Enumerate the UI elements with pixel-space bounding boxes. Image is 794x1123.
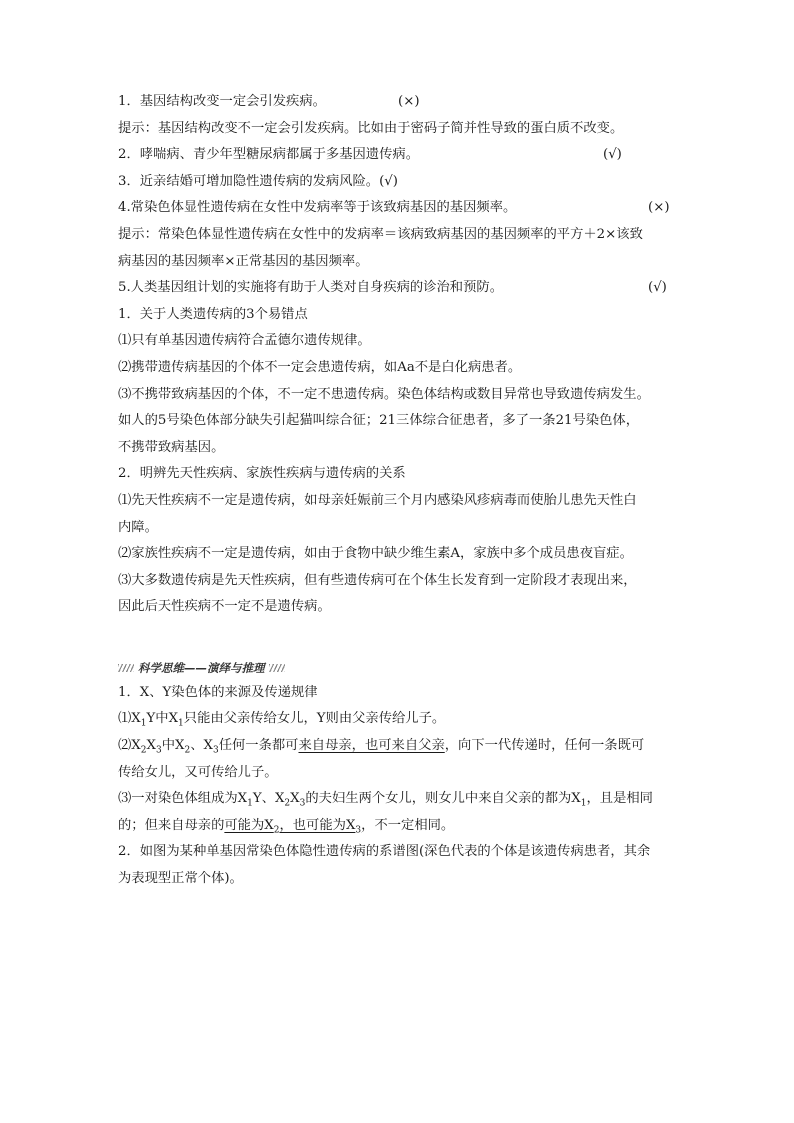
answer-mark: (×) bbox=[648, 200, 670, 216]
line-text: 5.人类基因组计划的实施将有助于人类对自身疾病的诊治和预防。 bbox=[118, 280, 503, 296]
line-text: ⑴先天性疾病不一定是遗传病，如母亲妊娠前三个月内感染风疹病毒而使胎儿患先天性白 bbox=[118, 492, 637, 508]
subscript: 1 bbox=[247, 798, 253, 809]
xy-point-3 bbox=[118, 789, 684, 809]
point-2 bbox=[118, 358, 684, 378]
subscript: 2 bbox=[284, 798, 291, 809]
xy-point-1 bbox=[118, 709, 684, 729]
line-text: 2．如图为某种单基因常染色体隐性遗传病的系谱图(深色代表的个体是该遗传病患者，其余 bbox=[118, 844, 651, 860]
relation-2 bbox=[118, 544, 684, 564]
subscript: 2 bbox=[140, 745, 147, 756]
subscript: 1 bbox=[140, 719, 147, 730]
answer-mark: (√) bbox=[603, 147, 622, 163]
text-run: ，也可能为X bbox=[279, 817, 356, 833]
text-run: X bbox=[146, 738, 156, 754]
text-run: 任何一条都可 bbox=[218, 738, 299, 754]
relation-1-cont bbox=[118, 518, 684, 538]
point-3-cont bbox=[118, 411, 684, 431]
hatch-decoration-right bbox=[269, 664, 285, 672]
xy-section bbox=[118, 683, 684, 889]
hint-4-cont bbox=[118, 252, 684, 272]
pedigree-intro-cont bbox=[118, 869, 684, 889]
point-3-end bbox=[118, 438, 684, 458]
line-text: 4.常染色体显性遗传病在女性中发病率等于该致病基因的基因频率。 bbox=[118, 200, 517, 216]
text-run: 的；但来自母亲的 bbox=[118, 817, 225, 833]
line-text: 1．X、Y染色体的来源及传递规律 bbox=[118, 684, 318, 700]
line-text: 1．关于人类遗传病的3个易错点 bbox=[118, 306, 308, 322]
line-text: 提示：常染色体显性遗传病在女性中的发病率＝该病致病基因的基因频率的平方＋2×该致 bbox=[118, 226, 643, 242]
line-text: 2．明辨先天性疾病、家族性疾病与遗传病的关系 bbox=[118, 466, 406, 482]
line-text: 3．近亲结婚可增加隐性遗传病的发病风险。(√) bbox=[118, 173, 398, 189]
answer-mark: (×) bbox=[398, 94, 420, 109]
text-run: X bbox=[290, 791, 300, 807]
line-text: 2．哮喘病、青少年型糖尿病都属于多基因遗传病。 bbox=[118, 147, 419, 163]
hatch-decoration-left bbox=[118, 664, 134, 672]
statement-4 bbox=[118, 198, 684, 218]
text-run: 的夫妇生两个女儿，则女儿中来自父亲的都为X bbox=[305, 791, 581, 807]
subscript: 3 bbox=[355, 825, 362, 836]
text-run: ，且是相同 bbox=[586, 791, 653, 807]
point-3 bbox=[118, 385, 684, 405]
xy-heading bbox=[118, 683, 684, 703]
line-text: ⑴只有单基因遗传病符合孟德尔遗传规律。 bbox=[118, 333, 371, 349]
line-text: 如人的5号染色体部分缺失引起猫叫综合征；21三体综合征患者，多了一条21号染色体， bbox=[118, 413, 639, 429]
xy-point-3-cont bbox=[118, 816, 684, 836]
relation-3 bbox=[118, 571, 684, 591]
xy-point-2 bbox=[118, 736, 684, 756]
text-run: 、X bbox=[190, 738, 213, 754]
subscript: 2 bbox=[184, 745, 191, 756]
answer-mark: (√) bbox=[648, 280, 667, 296]
subscript: 1 bbox=[580, 798, 587, 809]
relation-3-cont bbox=[118, 597, 684, 617]
line-text: 内障。 bbox=[118, 519, 158, 535]
section-title-text: 科学思维——演绎与推理 bbox=[138, 660, 265, 675]
line-text: 病基因的基因频率×正常基因的基因频率。 bbox=[118, 253, 369, 269]
statement-list bbox=[118, 92, 684, 617]
hint-4 bbox=[118, 225, 684, 245]
statement-2 bbox=[118, 145, 684, 165]
line-text: 1．基因结构改变一定会引发疾病。 bbox=[118, 94, 326, 109]
statement-3 bbox=[118, 172, 684, 192]
text-run: ⑵X bbox=[118, 738, 141, 754]
statement-1 bbox=[118, 92, 684, 112]
pedigree-intro bbox=[118, 842, 684, 862]
subscript: 3 bbox=[299, 798, 306, 809]
section-title bbox=[118, 658, 684, 678]
line-text: ⑶大多数遗传病是先天性疾病，但有些遗传病可在个体生长发育到一定阶段才表现出来， bbox=[118, 572, 637, 588]
line-text: 不携带致病基因。 bbox=[118, 439, 225, 455]
text-run: Y中X bbox=[146, 711, 179, 727]
text-run: ⑴X bbox=[118, 711, 141, 727]
relation-1 bbox=[118, 491, 684, 511]
subscript: 2 bbox=[273, 825, 280, 836]
subscript: 3 bbox=[155, 745, 162, 756]
line-text: 因此后天性疾病不一定不是遗传病。 bbox=[118, 599, 331, 615]
line-text: ⑵携带遗传病基因的个体不一定会患遗传病，如Aa不是白化病患者。 bbox=[118, 359, 522, 375]
subscript: 3 bbox=[212, 745, 219, 756]
hint-1 bbox=[118, 119, 684, 139]
xy-point-2-cont bbox=[118, 763, 684, 783]
text-run: 可能为X bbox=[224, 817, 274, 833]
underlined-text: 来自母亲，也可来自父亲 bbox=[298, 738, 445, 754]
text-run: Y、X bbox=[252, 791, 285, 807]
document-page bbox=[118, 92, 684, 896]
line-text: 为表现型正常个体)。 bbox=[118, 871, 243, 887]
line-text: ⑶不携带致病基因的个体，不一定不患遗传病。染色体结构或数目异常也导致遗传病发生。 bbox=[118, 386, 650, 402]
point-1 bbox=[118, 331, 684, 351]
text-run: 中X bbox=[161, 738, 185, 754]
text-run: ，不一定相同。 bbox=[361, 817, 455, 833]
text-run: ⑶一对染色体组成为X bbox=[118, 791, 248, 807]
line-text: 传给女儿，又可传给儿子。 bbox=[118, 764, 278, 780]
statement-5 bbox=[118, 278, 684, 298]
heading-errors bbox=[118, 305, 684, 325]
section-gap bbox=[118, 624, 684, 658]
underlined-text bbox=[224, 817, 362, 836]
subscript: 1 bbox=[178, 719, 184, 730]
line-text: 提示：基因结构改变不一定会引发疾病。比如由于密码子简并性导致的蛋白质不改变。 bbox=[118, 120, 624, 136]
line-text: ⑵家族性疾病不一定是遗传病，如由于食物中缺少维生素A，家族中多个成员患夜盲症。 bbox=[118, 546, 633, 562]
text-run: ，向下一代传递时，任何一条既可 bbox=[444, 738, 645, 754]
heading-relation bbox=[118, 464, 684, 484]
text-run: 只能由父亲传给女儿，Y则由父亲传给儿子。 bbox=[183, 711, 446, 727]
